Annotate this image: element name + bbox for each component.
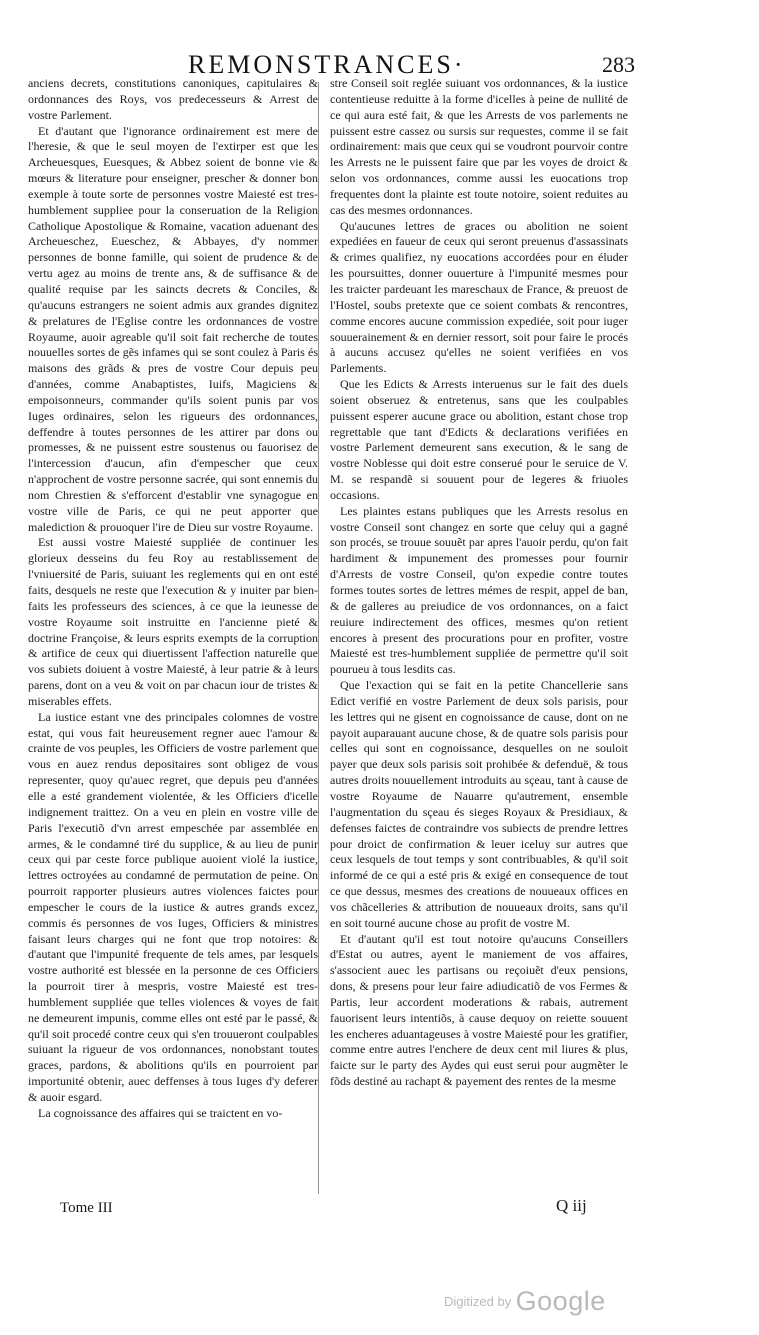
paragraph: Les plaintes estans publiques que les Arrests resolus en vostre Conseil sont changez en sorte que celuy qui a gagné son procés, se trouue souuẽt par apres l'auoir perdu, qu'on fait hardiment & impunement des promesses pour fournir d'Arrests de vostre Conseil, qu'on expedie contre toutes formes toutes sortes de lettres mémes de respit, appel de ban, & de galleres au preiudice de vos ordonnances, on a faict reuiure indirectement des offices, mesmes qu'on retient encores à present des procurations pour en profiter, vostre Maiesté est tres-humblement suppliée de permettre qu'il soit pourueu à tous lesdits cas. — [330, 503, 628, 677]
paragraph: La iustice estant vne des principales colomnes de vostre estat, qui vous fait heureusement regner auec l'amour & crainte de vos peuples, les Officiers de vostre parlement que vous en auez rendus depositaires sont obligez de vous representer, quoy qu'auec regret, que depuis peu d'années elle a esté grandement violentée, & les Officiers d'icelle indignement traittez. On a veu en plein en vostre ville de Paris l'executiõ d'vn arrest empeschée par assemblée en armes, & le condamné tiré du supplice, & au lieu de punir ceux qui par ceste force publique auoient violé la iustice, lettres octroyées au condamné de permutation de peine. On pourroit rapporter plusieurs autres violences faictes pour empescher le cours de la iustice & autres grands excez, commis és personnes de vos Iuges, Officiers & ministres faisant leurs charges qui ne font que trop notoires: & d'autant que l'impunité frequente de tels ames, par lesquels vostre authorité est blessée en la personne de ces Officiers la pourroit tirer à mespris, vostre Maiesté est tres-humblement suppliée que telles violences & voyes de fait ne demeurent impunis, comme elles ont esté par le passé, & qu'il soit procedé contre ceux qui s'en trouueront coulpables suiuant la rigueur de vos ordonnances, nonobstant toutes graces, pardons, & abolitions qu'ils en pourroient par importunité obtenir, auec deffenses à tous Iuges d'y deferer & auoir esgard. — [28, 709, 318, 1104]
signature-mark: Q iij — [556, 1196, 587, 1215]
right-text-column — [330, 76, 628, 1090]
watermark-brand: Google — [515, 1286, 606, 1316]
page-footer — [0, 1196, 759, 1230]
paragraph: Que les Edicts & Arrests interuenus sur le fait des duels soient obseruez & entretenus, sans que les coulpables puissent esperer aucune grace ou abolition, estant chose trop regrettable que tant d'Edicts & declarations verifiées en vostre Parlement demeurent sans execution, & le sang de vostre Noblesse qui doit estre conserué pour le seruice de V. M. se respandẽ si souuent pour de legeres & friuoles occasions. — [330, 377, 628, 502]
paragraph: Et d'autant que l'ignorance ordinairement est mere de l'heresie, & que le seul moyen de l'extirper est que les Archeuesques, Euesques, & Abbez soient de bonne vie & mœurs & literature pour enseigner, prescher & donner bon exemple à toute sorte de personnes vostre Maiesté est tres-humblement suppliee pour la conseruation de la Religion Catholique Apostolique & Romaine, vacation aduenant des Archeueschez, Eueschez, & Abbayes, d'y nommer personnes de bonne famille, qui soient de prudence & de vertu agez au moins de trente ans, & de suffisance & de qualité requise par les saincts decrets & Conciles, & qu'aucuns estrangers ne soient admis aux grandes dignitez & prelatures de l'Eglise contre les ordonnances de vostre Royaume, auoir agreable qu'il soit fait recherche de toutes nouuelles sortes de gẽs infames qui se sont coulez à Paris és maisons des grãds & pres de vostre Cour depuis peu d'années, comme Anabaptistes, Iuifs, Magiciens & empoisonneurs, commander qu'ils soient punis par vos Iuges ordinaires, selon les rigueurs des ordonnances, deffendre à toutes personnes de les attirer par dons ou promesses, & ne puissent estre soustenus ou fauorisez de l'intercession d'aucun, afin d'empescher que ceux n'approchent de vostre personne sacrée, qui sont ennemis du nom Chrestien & s'efforcent d'establir vne synagogue en vostre ville de Paris, ce qui ne peut apporter que malediction & prouoquer l'ire de Dieu sur vostre Royaume. — [28, 123, 318, 534]
digitized-watermark — [444, 1286, 606, 1317]
paragraph: stre Conseil soit reglée suiuant vos ordonnances, & la iustice contentieuse reduitte à la forme d'icelles à peine de nullité de ce qui aura esté fait, & que les Arrests de vos parlements ne puissent estre cassez ou sursis sur requestes, comme il se fait ordinairement: mais que ceux qui se voudront pourvoir contre les Arrests ne le puissent faire que par les voyes de droict & selon vos ordonnances, comme aussi les euocations trop frequentes dont la plainte est toute notoire, soient reduites au cas des mesmes ordonnances. — [330, 76, 628, 217]
paragraph: anciens decrets, constitutions canoniques, capitulaires & ordonnances des Roys, vos predecesseurs & Arrest de vostre Parlement. — [28, 76, 318, 122]
paragraph: Et d'autant qu'il est tout notoire qu'aucuns Conseillers d'Estat ou autres, ayent le maniement de vos affaires, s'associent auec les partisans ou reçoiuẽt d'eux pensions, dons, & presens pour leur faire adiudicatiõ de vos Fermes & Partis, leur accordent moderations & rabais, autrement fauorisent leurs intentiõs, à cause dequoy on reiette souuent les encheres aduantageuses à vostre Maiesté pour les gratifier, comme entre autres l'enchere de deux cent mil liures & plus, faicte sur le party des Aydes qui eust serui pour augmẽter le fõds destiné au rachapt & payement des rentes de la mesme — [330, 931, 628, 1089]
paragraph: Qu'aucunes lettres de graces ou abolition ne soient expediées en faueur de ceux qui seront preuenus d'assassinats & crimes qualifiez, ny euocations accordées pour en éluder les poursuittes, donner ouuerture à l'impunité mesmes pour les traicter pardeuant les mareschaux de France, & preuost de l'Hostel, soubs pretexte que ce soient combats & rencontres, comme encores aucune commission expediée, soit pour iuger souuerainement & en dernier ressort, soit pour faire le procés à aucuns accusez qu'elles ne soient verifiées en vos Parlements. — [330, 218, 628, 376]
paragraph: Que l'exaction qui se fait en la petite Chancellerie sans Edict verifié en vostre Parlement de deux sols parisis, pour les lettres qui ne gisent en cognoissance de cause, dont on ne payoit auparauant aucune chose, & de quatre sols parisis pour celles qui sont en cognoissance, desquelles on ne souloit payer que deux sols parisis soit prohibée & defenduë, & tous autres droits nouuellement introduits au sçeau, tant à cause de vostre Royaume de Nauarre qu'autrement, ensemble l'augmentation du sçeau és sieges Royaux & Presidiaux, & defenses faictes de contraindre vos subiects de prendre lettres pour droict de confirmation & leuer iceluy sur autres que ceux lesquels de tout temps y sont contribuables, & qu'il soit informé de ce qui a esté pris & exigé en consequence de tout ce que dessus, mesmes des creations de nouueaux offices en vos chãcelleries & attribution de nouueaux droits, sans qu'il en soit tourné aucune chose au profit de vostre M. — [330, 678, 628, 930]
running-title: REMONSTRANCES· — [188, 50, 466, 79]
volume-label: Tome III — [60, 1200, 113, 1216]
watermark-prefix: Digitized by — [444, 1294, 512, 1309]
left-text-column — [28, 76, 318, 1122]
page-number: 283 — [602, 52, 635, 77]
paragraph: La cognoissance des affaires qui se traictent en vo- — [38, 1105, 283, 1120]
paragraph: Est aussi vostre Maiesté suppliée de continuer les glorieux desseins du feu Roy au restablissement de l'vniuersité de Paris, suiuant les reglements qui en ont esté faits, desquels ne reste que l'execution & y inuiter par bien-faits les professeurs des sciences, à ce que la ieunesse de vostre Royaume soit instruitte en l'ancienne pieté & doctrine Françoise, & leurs esprits exempts de la corruption & artifice de ceux qui diuertissent l'affection naturelle que vos subiets doiuent à vostre Maiesté, à leur patrie & à leurs parens, dont on a veu & voit on par chacun iour de tristes & miserables effets. — [28, 535, 318, 708]
column-divider — [318, 82, 319, 1194]
